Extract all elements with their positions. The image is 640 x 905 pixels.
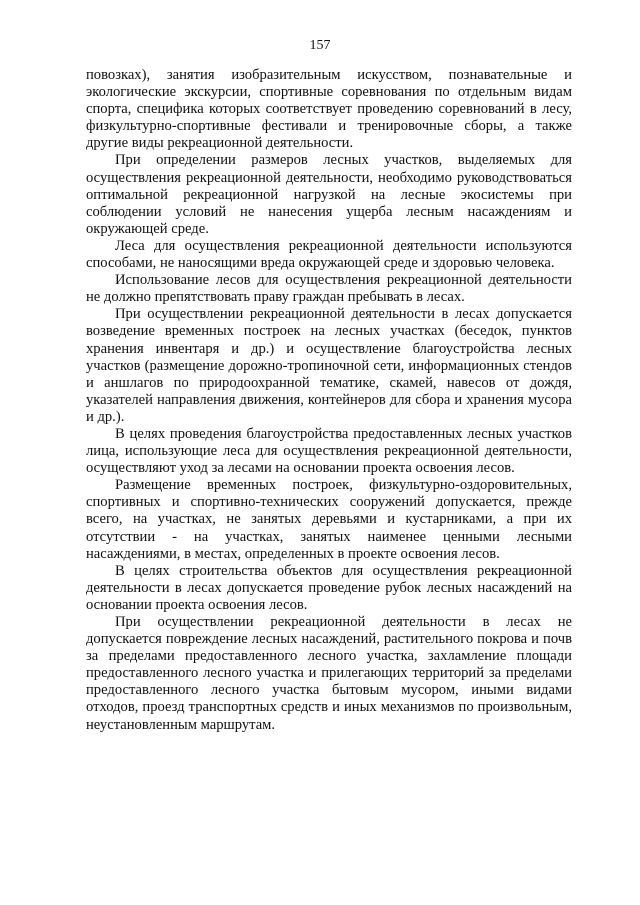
paragraph-forest-care: В целях проведения благоустройства предоставленных лесных участков лица, использующие леса для осуществления рекреационной деятельности, осуществляют уход за лесами на основании проекта освоения лесов. xyxy=(86,425,572,477)
paragraph-continued: повозках), занятия изобразительным искусством, познавательные и экологические экскурсии, спортивные соревнования по отдельным видам спорта, специфика которых соответствует проведению соревнований в лесу, физкультурно-спортивные фестивали и тренировочные сборы, а также другие виды рекреационной деятельности. xyxy=(86,67,572,152)
document-body xyxy=(86,67,572,734)
paragraph-usage-methods: Леса для осуществления рекреационной деятельности используются способами, не наносящими вреда окружающей среде и здоровью человека. xyxy=(86,237,572,272)
paragraph-prohibitions: При осуществлении рекреационной деятельности в лесах не допускается повреждение лесных насаждений, растительного покрова и почв за пределами предоставленного лесного участка, захламление площади предоставленного лесного участка и прилегающих территорий за пределами предоставленного лесного участка бытовым мусором, иными видами отходов, проезд транспортных средств и иных механизмов по произвольным, неустановленным маршрутам. xyxy=(86,614,572,733)
page-number: 157 xyxy=(309,38,331,53)
paragraph-logging: В целях строительства объектов для осуществления рекреационной деятельности в лесах допускается проведение рубок лесных насаждений на основании проекта освоения лесов. xyxy=(86,562,572,613)
paragraph-citizens-rights: Использование лесов для осуществления рекреационной деятельности не должно препятствовать праву граждан пребывать в лесах. xyxy=(86,272,572,306)
paragraph-placement: Размещение временных построек, физкультурно-оздоровительных, спортивных и спортивно-технических сооружений допускается, прежде всего, на участках, не занятых деревьями и кустарниками, а при их отсутствии - на участках, занятых наименее ценными лесными насаждениями, в местах, определенных в проекте освоения лесов. xyxy=(86,477,572,562)
paragraph-temporary-buildings: При осуществлении рекреационной деятельности в лесах допускается возведение временных построек на лесных участках (беседок, пунктов хранения инвентаря и др.) и осуществление благоустройства лесных участков (размещение дорожно-тропиночной сети, информационных стендов и аншлагов по природоохранной тематике, скамей, навесов от дождя, указателей направления движения, контейнеров для сбора и хранения мусора и др.). xyxy=(86,306,572,425)
paragraph-plot-size: При определении размеров лесных участков, выделяемых для осуществления рекреационной деятельности, необходимо руководствоваться оптимальной рекреационной нагрузкой на лесные экосистемы при соблюдении условий не нанесения ущерба лесным насаждениям и окружающей среде. xyxy=(86,152,572,237)
